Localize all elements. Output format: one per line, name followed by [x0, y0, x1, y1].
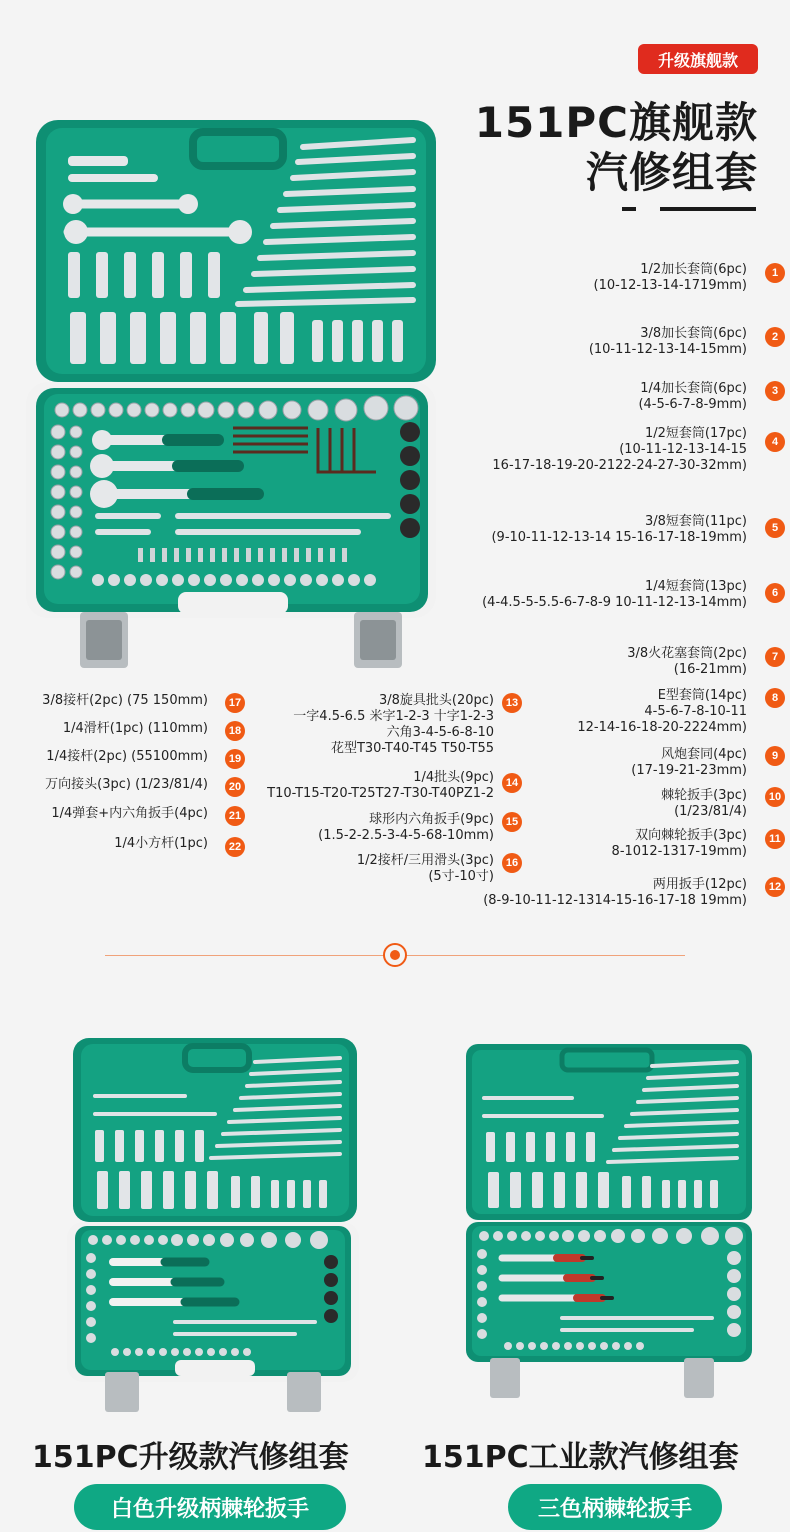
spec-number-badge: 3 — [765, 381, 785, 401]
page-title-line2: 汽修组套 — [585, 148, 758, 197]
spec-number-badge: 19 — [225, 749, 245, 769]
spec-number-badge: 15 — [502, 812, 522, 832]
industrial-case-image — [462, 1040, 757, 1400]
spec-number-badge: 2 — [765, 327, 785, 347]
title-underline-short — [622, 207, 636, 211]
spec-item-3: 1/4加长套筒(6pc) (4-5-6-7-8-9mm) — [638, 381, 747, 412]
spec-item-8: E型套筒(14pc) 4-5-6-7-8-10-11 12-14-16-18-20-2224mm) — [577, 688, 747, 735]
spec-number-badge: 13 — [502, 693, 522, 713]
spec-number-badge: 17 — [225, 693, 245, 713]
spec-number-badge: 5 — [765, 518, 785, 538]
spec-item-17: 3/8接杆(2pc) (75 150mm) — [42, 693, 208, 708]
spec-item-14: 1/4批头(9pc) T10-T15-T20-T25T27-T30-T40PZ1-2 — [267, 770, 494, 801]
spec-number-badge: 10 — [765, 787, 785, 807]
spec-item-19: 1/4接杆(2pc) (55100mm) — [46, 749, 208, 764]
spec-item-15: 球形内六角扳手(9pc) (1.5-2-2.5-3-4-5-68-10mm) — [318, 812, 494, 843]
spec-number-badge: 11 — [765, 829, 785, 849]
spec-item-11: 双向棘轮扳手(3pc) 8-1012-1317-19mm) — [611, 828, 747, 859]
spec-item-5: 3/8短套筒(11pc) (9-10-11-12-13-14 15-16-17-18-19mm) — [491, 514, 747, 545]
spec-item-13: 3/8旋具批头(20pc) 一字4.5-6.5 米字1-2-3 十字1-2-3 六角3-4-5-6-8-10 花型T30-T40-T45 T50-T55 — [293, 693, 494, 756]
spec-item-9: 风炮套同(4pc) (17-19-21-23mm) — [631, 747, 747, 778]
spec-number-badge: 6 — [765, 583, 785, 603]
target-icon — [383, 943, 407, 967]
spec-item-4: 1/2短套筒(17pc) (10-11-12-13-14-15 16-17-18-19-20-2122-24-27-30-32mm) — [492, 426, 747, 473]
upgrade-case-image — [65, 1026, 365, 1416]
spec-number-badge: 7 — [765, 647, 785, 667]
product-tag-upgrade: 白色升级柄棘轮扳手 — [74, 1484, 346, 1530]
spec-number-badge: 12 — [765, 877, 785, 897]
spec-number-badge: 4 — [765, 432, 785, 452]
product-name-industrial: 151PC工业款汽修组套 — [422, 1440, 739, 1475]
spec-item-10: 棘轮扳手(3pc) (1/23/81/4) — [661, 788, 747, 819]
spec-item-12: 两用扳手(12pc) (8-9-10-11-12-1314-15-16-17-18 19mm) — [483, 877, 747, 908]
upgrade-badge: 升级旗舰款 — [638, 44, 758, 74]
spec-number-badge: 20 — [225, 777, 245, 797]
spec-item-22: 1/4小方杆(1pc) — [114, 836, 208, 851]
spec-number-badge: 1 — [765, 263, 785, 283]
page-title-line1: 151PC旗舰款 — [474, 98, 758, 147]
spec-item-21: 1/4弹套+内六角扳手(4pc) — [51, 806, 208, 821]
spec-number-badge: 21 — [225, 806, 245, 826]
spec-number-badge: 18 — [225, 721, 245, 741]
spec-item-2: 3/8加长套筒(6pc) (10-11-12-13-14-15mm) — [588, 326, 747, 357]
spec-item-18: 1/4滑杆(1pc) (110mm) — [62, 721, 208, 736]
spec-item-20: 万向接头(3pc) (1/23/81/4) — [45, 777, 208, 792]
spec-number-badge: 16 — [502, 853, 522, 873]
spec-number-badge: 14 — [502, 773, 522, 793]
spec-item-7: 3/8火花塞套筒(2pc) (16-21mm) — [627, 646, 747, 677]
spec-item-1: 1/2加长套筒(6pc) (10-12-13-14-1719mm) — [593, 262, 747, 293]
spec-item-16: 1/2接杆/三用滑头(3pc) (5寸-10寸) — [356, 853, 494, 884]
product-name-upgrade: 151PC升级款汽修组套 — [32, 1440, 349, 1475]
spec-number-badge: 9 — [765, 746, 785, 766]
spec-number-badge: 8 — [765, 688, 785, 708]
title-underline-long — [660, 207, 756, 211]
toolset-case-image — [18, 92, 444, 678]
spec-item-6: 1/4短套筒(13pc) (4-4.5-5-5.5-6-7-8-9 10-11-12-13-14mm) — [482, 579, 747, 610]
spec-number-badge: 22 — [225, 837, 245, 857]
product-tag-industrial: 三色柄棘轮扳手 — [508, 1484, 722, 1530]
